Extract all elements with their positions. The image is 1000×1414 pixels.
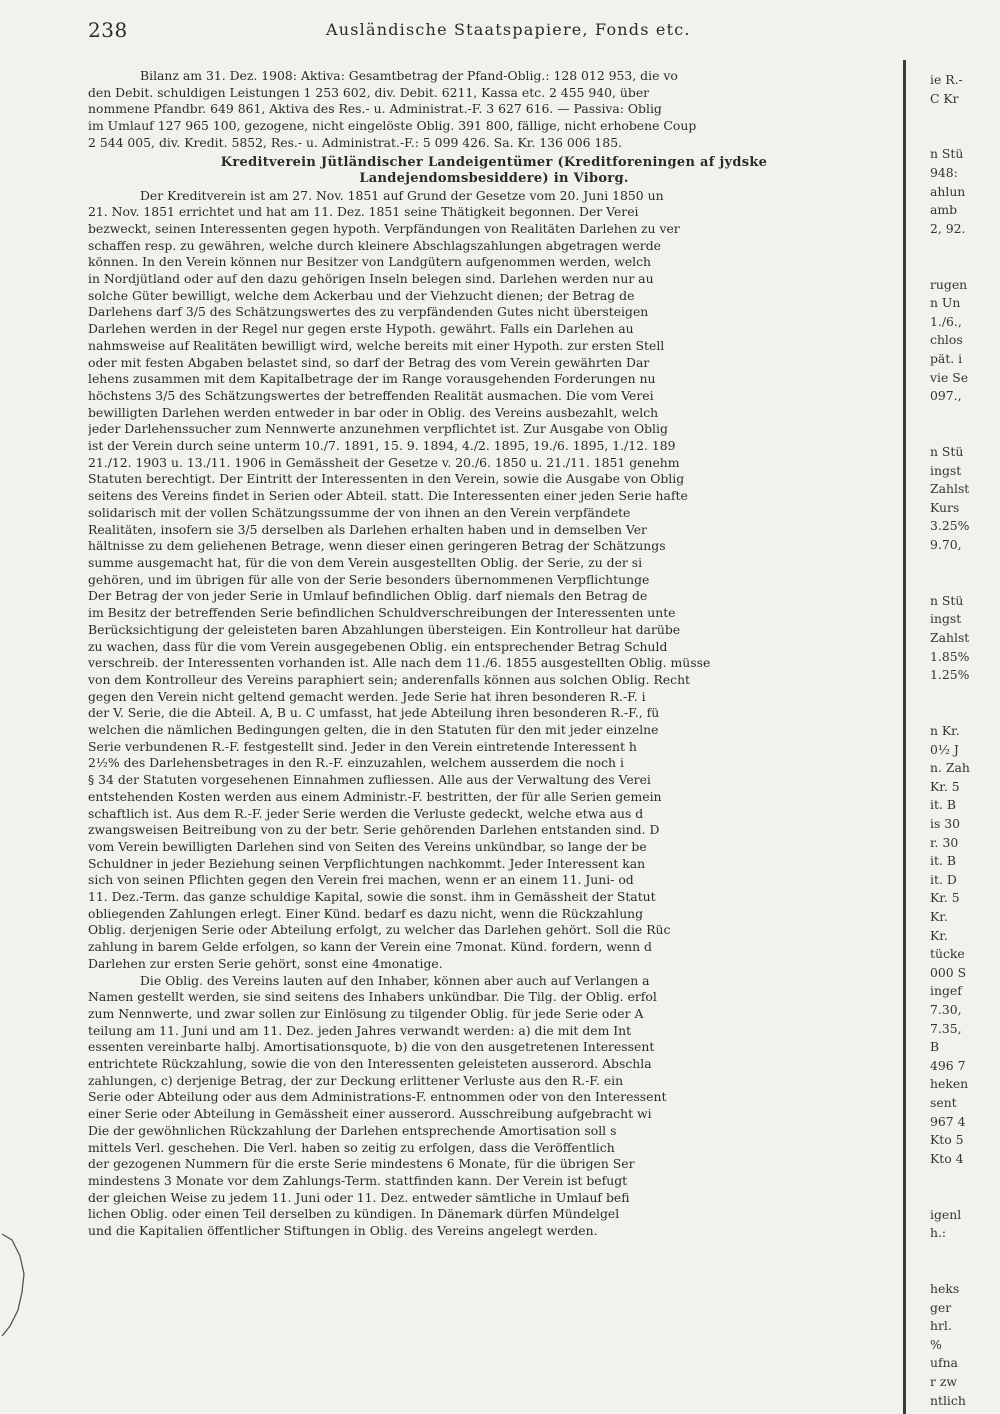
text-line: der gleichen Weise zu jedem 11. Juni oder 11. Dez. entweder sämtliche in Umlauf befi xyxy=(88,1189,630,1205)
adjacent-fragment: Kr. xyxy=(930,927,948,943)
adjacent-fragment: C Kr xyxy=(930,90,959,106)
text-line: Kreditverein Jütländischer Landeigentümer (Kreditforeningen af jydske xyxy=(220,154,768,170)
adjacent-fragment: 9.70, xyxy=(930,537,962,552)
adjacent-fragment: ufna xyxy=(930,1355,958,1371)
adjacent-fragment: ingst xyxy=(930,611,962,627)
adjacent-fragment: Kurs xyxy=(930,499,960,515)
text-line: in Nordjütland oder auf den dazu gehörigen Inseln belegen sind. Darlehen werden nur au xyxy=(88,271,654,287)
text-line: Der Betrag der von jeder Serie in Umlauf befindlichen Oblig. darf niemals den Betrag de xyxy=(88,588,648,604)
text-line: welchen die nämlichen Bedingungen gelten, die in den Statuten für den mit jeder einzelne xyxy=(88,722,659,738)
text-line: höchstens 3/5 des Schätzungswertes der betreffenden Realität ausmachen. Die vom Verei xyxy=(88,387,654,403)
text-line: schaffen resp. zu gewähren, welche durch kleinere Abschlagszahlungen abgetragen werde xyxy=(88,237,661,253)
adjacent-fragment: Kr. 5 xyxy=(930,778,960,794)
text-line: essenten vereinbarte halbj. Amortisationsquote, b) die von den ausgetretenen Interessent xyxy=(88,1039,655,1055)
adjacent-fragment: ie R.- xyxy=(930,72,963,87)
text-line: Statuten berechtigt. Der Eintritt der Interessenten in den Verein, sowie die Ausgabe von Oblig xyxy=(88,471,685,487)
adjacent-fragment: ingst xyxy=(930,462,962,478)
text-line: 21. Nov. 1851 errichtet und hat am 11. Dez. 1851 seine Thätigkeit begonnen. Der Verei xyxy=(88,204,639,220)
adjacent-page-strip xyxy=(920,60,1000,1414)
body-paragraph xyxy=(88,188,900,973)
adjacent-fragment: 1.85% xyxy=(930,648,970,664)
bilanz-paragraph xyxy=(88,68,900,152)
text-line: Darlehen werden in der Regel nur gegen erste Hypoth. gewährt. Falls ein Darlehen au xyxy=(88,321,634,337)
text-line: zahlung in barem Gelde erfolgen, so kann der Verein eine 7monat. Künd. fordern, wenn d xyxy=(88,939,652,955)
adjacent-fragment: 1./6., xyxy=(930,313,962,329)
adjacent-fragment: 000 S xyxy=(930,964,967,980)
adjacent-fragment: 496 7 xyxy=(930,1057,966,1073)
text-line: entrichtete Rückzahlung, sowie die von den Interessenten geleisteten ausserord. Abschla xyxy=(88,1056,652,1072)
text-line: lehens zusammen mit dem Kapitalbetrage der im Range vorausgehenden Forderungen nu xyxy=(88,371,656,387)
adjacent-fragment: 1.25% xyxy=(930,667,970,683)
adjacent-fragment: r zw xyxy=(930,1374,957,1389)
text-line: gehören, und im übrigen für alle von der Serie besonders übernommenen Verpflichtunge xyxy=(88,571,650,587)
text-line: mittels Verl. geschehen. Die Verl. haben so zeitig zu erfolgen, dass die Veröffentlich xyxy=(88,1139,615,1155)
text-line: Darlehen zur ersten Serie gehört, sonst eine 4monatige. xyxy=(88,955,443,971)
text-line: oder mit festen Abgaben belastet sind, so darf der Betrag des vom Verein gewährten Dar xyxy=(88,354,650,370)
adjacent-fragment: 2, 92. xyxy=(930,220,966,236)
text-line: Schuldner in jeder Beziehung seinen Verpflichtungen nachkommt. Jeder Interessent kan xyxy=(88,855,646,871)
body-paragraph xyxy=(88,973,900,1240)
adjacent-fragment: heken xyxy=(930,1076,969,1092)
text-line: entstehenden Kosten werden aus einem Administr.-F. bestritten, der für alle Serien gemein xyxy=(88,788,662,804)
adjacent-fragment: ingef xyxy=(930,983,962,999)
text-line: vom Verein bewilligten Darlehen sind von Seiten des Vereins unkündbar, so lange der be xyxy=(88,838,647,854)
text-line: solidarisch mit der vollen Schätzungssumme der von ihnen an den Verein verpfändete xyxy=(88,504,631,520)
adjacent-fragment: sent xyxy=(930,1095,957,1110)
adjacent-fragment: vie Se xyxy=(930,369,969,385)
adjacent-fragment: n Stü xyxy=(930,444,964,459)
text-line: 21./12. 1903 u. 13./11. 1906 in Gemässheit der Gesetze v. 20./6. 1850 u. 21./11. 1851 genehm xyxy=(88,454,680,470)
adjacent-fragment: pät. i xyxy=(930,351,963,366)
text-line: im Umlauf 127 965 100, gezogene, nicht eingelöste Oblig. 391 800, fällige, nicht erhobene Coup xyxy=(88,118,697,134)
text-line: bewilligten Darlehen werden entweder in bar oder in Oblig. des Vereins ausbezahlt, welch xyxy=(88,404,659,420)
text-line: Bilanz am 31. Dez. 1908: Aktiva: Gesamtbetrag der Pfand-Oblig.: 128 012 953, die vo xyxy=(140,68,678,83)
text-line: der V. Serie, die die Abteil. A, B u. C umfasst, hat jede Abteilung ihren besonderen R.-F., fü xyxy=(88,705,660,721)
text-line: bezweckt, seinen Interessenten gegen hypoth. Verpfändungen von Realitäten Darlehen zu ver xyxy=(88,220,680,236)
adjacent-fragment: n. Zah xyxy=(930,760,970,776)
margin-scribble-mark xyxy=(0,1230,40,1340)
adjacent-fragment: 0½ J xyxy=(930,741,959,757)
text-line: 11. Dez.-Term. das ganze schuldige Kapital, sowie die sonst. ihm in Gemässheit der Statut xyxy=(88,889,656,905)
text-line: Berücksichtigung der geleisteten baren Abzahlungen übersteigen. Ein Kontrolleur hat darübe xyxy=(88,621,681,637)
text-line: nommene Pfandbr. 649 861, Aktiva des Res.- u. Administrat.-F. 3 627 616. — Passiva: Oblig xyxy=(88,101,662,117)
adjacent-fragment: 967 4 xyxy=(930,1113,966,1129)
adjacent-fragment: 948: xyxy=(930,165,958,180)
adjacent-fragment: Kto 5 xyxy=(930,1132,964,1148)
adjacent-fragment: n Stü xyxy=(930,146,964,162)
text-line: gegen den Verein nicht geltend gemacht werden. Jede Serie hat ihren besonderen R.-F. i xyxy=(88,688,646,704)
adjacent-fragment: it. B xyxy=(930,797,956,813)
text-line: summe ausgemacht hat, für die von dem Verein ausgestellten Oblig. der Serie, zu der si xyxy=(88,554,643,570)
text-line: zwangsweisen Beitreibung von zu der betr. Serie gehörenden Darlehen entstanden sind. D xyxy=(88,822,660,838)
text-line: im Besitz der betreffenden Serie befindlichen Schuldverschreibungen der Interessenten unte xyxy=(88,605,676,621)
adjacent-fragment: igenl xyxy=(930,1206,962,1222)
text-line: obliegenden Zahlungen erlegt. Einer Künd. bedarf es dazu nicht, wenn die Rückzahlung xyxy=(88,905,644,921)
main-column xyxy=(88,68,900,1240)
text-line: sich von seinen Pflichten gegen den Verein frei machen, wenn er an einem 11. Juni- od xyxy=(88,872,634,888)
text-line: Serie oder Abteilung oder aus dem Administrations-F. entnommen oder von den Interessent xyxy=(88,1089,667,1105)
text-line: von dem Kontrolleur des Vereins paraphiert sein; anderenfalls können aus solchen Oblig. Recht xyxy=(88,671,691,687)
text-line: zum Nennwerte, und zwar sollen zur Einlösung zu tilgender Oblig. für jede Serie oder A xyxy=(88,1005,644,1021)
text-line: verschreib. der Interessenten vorhanden ist. Alle nach dem 11./6. 1855 ausgestellten Oblig. müsse xyxy=(88,655,711,671)
text-line: Realitäten, insofern sie 3/5 derselben als Darlehen erhalten haben und in demselben Ver xyxy=(88,521,647,537)
text-line: jeder Darlehenssucher zum Nennwerte anzunehmen verpflichtet ist. Zur Ausgabe von Oblig xyxy=(88,421,668,437)
text-line: nahmsweise auf Realitäten bewilligt wird, welche bereits mit einer Hypoth. zur ersten Stell xyxy=(88,337,665,353)
adjacent-fragment: amb xyxy=(930,202,958,218)
text-line: ist der Verein durch seine unterm 10./7. 1891, 15. 9. 1894, 4./2. 1895, 19./6. 1895, 1./12. 189 xyxy=(88,438,676,454)
text-line: den Debit. schuldigen Leistungen 1 253 602, div. Debit. 6211, Kassa etc. 2 455 940, über xyxy=(88,84,650,100)
adjacent-fragment: it. B xyxy=(930,853,956,869)
text-line: Serie verbundenen R.-F. festgestellt sind. Jeder in den Verein eintretende Interessent h xyxy=(88,738,637,754)
adjacent-fragment: Kto 4 xyxy=(930,1150,964,1166)
adjacent-fragment: is 30 xyxy=(930,816,961,831)
adjacent-fragment: 7.35, xyxy=(930,1020,962,1036)
body-text xyxy=(88,188,900,1240)
adjacent-fragment: n Stü xyxy=(930,592,964,608)
text-line: Oblig. derjenigen Serie oder Abteilung erfolgt, zu welcher das Darlehen gehört. Soll die Rüc xyxy=(88,922,671,938)
text-line: 2 544 005, div. Kredit. 5852, Res.- u. Administrat.-F.: 5 099 426. Sa. Kr. 136 006 185. xyxy=(88,134,623,150)
adjacent-fragment: Kr. 5 xyxy=(930,890,960,906)
text-line: zahlungen, c) derjenige Betrag, der zur Deckung erlittener Verluste aus den R.-F. ein xyxy=(88,1072,624,1088)
text-line: § 34 der Statuten vorgesehenen Einnahmen zufliessen. Alle aus der Verwaltung des Verei xyxy=(88,772,651,788)
adjacent-fragment: it. D xyxy=(930,871,957,887)
adjacent-fragment: B xyxy=(930,1039,940,1055)
running-title: Ausländische Staatspapiere, Fonds etc. xyxy=(326,20,691,39)
column-divider xyxy=(903,60,906,1414)
text-line: Landejendomsbesiddere) in Viborg. xyxy=(359,170,629,186)
page-number: 238 xyxy=(88,18,128,42)
text-line: und die Kapitalien öffentlicher Stiftungen in Oblig. des Vereins angelegt werden. xyxy=(88,1223,598,1239)
text-line: Darlehens darf 3/5 des Schätzungswertes des zu verpfändenden Gutes nicht übersteigen xyxy=(88,304,649,320)
text-line: 2½% des Darlehensbetrages in den R.-F. einzuzahlen, welchem ausserdem die noch i xyxy=(88,755,624,771)
adjacent-fragment: h.: xyxy=(930,1225,947,1241)
adjacent-fragment: n Kr. xyxy=(930,723,960,738)
adjacent-fragment: rugen xyxy=(930,276,968,292)
adjacent-fragment: heks xyxy=(930,1281,960,1296)
adjacent-fragment: ger xyxy=(930,1299,952,1315)
text-line: mindestens 3 Monate vor dem Zahlungs-Term. stattfinden kann. Der Verein ist befugt xyxy=(88,1173,628,1188)
adjacent-fragment: 7.30, xyxy=(930,1002,962,1017)
adjacent-fragment: chlos xyxy=(930,332,963,348)
adjacent-fragment: Kr. xyxy=(930,909,948,924)
text-line: Die der gewöhnlichen Rückzahlung der Darlehen entsprechende Amortisation soll s xyxy=(88,1122,617,1138)
text-line: hältnisse zu dem geliehenen Betrage, wenn dieser einen geringeren Betrag der Schätzungs xyxy=(88,538,666,554)
adjacent-fragment: r. 30 xyxy=(930,834,959,850)
adjacent-fragment: Zahlst xyxy=(930,481,970,497)
text-line: Der Kreditverein ist am 27. Nov. 1851 auf Grund der Gesetze vom 20. Juni 1850 un xyxy=(140,187,664,203)
text-line: schaftlich ist. Aus dem R.-F. jeder Serie werden die Verluste gedeckt, welche etwa aus d xyxy=(88,805,644,821)
text-line: seitens des Vereins findet in Serien oder Abteil. statt. Die Interessenten einer jeden Serie hafte xyxy=(88,488,688,504)
adjacent-fragment: hrl. xyxy=(930,1318,952,1334)
text-line: lichen Oblig. oder einen Teil derselben zu kündigen. In Dänemark dürfen Mündelgel xyxy=(88,1206,620,1222)
text-line: der gezogenen Nummern für die erste Serie mindestens 6 Monate, für die übrigen Ser xyxy=(88,1156,635,1172)
page-header xyxy=(88,18,903,48)
adjacent-fragment: % xyxy=(930,1336,942,1352)
adjacent-fragment: 3.25% xyxy=(930,518,970,534)
text-line: Die Oblig. des Vereins lauten auf den Inhaber, können aber auch auf Verlangen a xyxy=(140,972,650,988)
adjacent-fragment: Zahlst xyxy=(930,630,970,645)
text-line: teilung am 11. Juni und am 11. Dez. jeden Jahres verwandt werden: a) die mit dem Int xyxy=(88,1022,632,1038)
text-line: können. In den Verein können nur Besitzer von Landgütern aufgenommen werden, welch xyxy=(88,254,652,270)
section-heading xyxy=(88,155,900,187)
adjacent-fragment: ahlun xyxy=(930,183,966,199)
text-line: Namen gestellt werden, sie sind seitens des Inhabers unkündbar. Die Tilg. der Oblig. erfol xyxy=(88,989,657,1005)
adjacent-fragment: n Un xyxy=(930,295,961,311)
text-line: solche Güter bewilligt, welche dem Ackerbau und der Viehzucht dienen; der Betrag de xyxy=(88,287,635,303)
adjacent-fragment: 097., xyxy=(930,388,962,404)
text-line: einer Serie oder Abteilung in Gemässheit einer ausserord. Ausschreibung aufgebracht wi xyxy=(88,1106,652,1122)
text-line: zu wachen, dass für die vom Verein ausgegebenen Oblig. ein entsprechender Betrag Schuld xyxy=(88,638,668,654)
adjacent-fragment: tücke xyxy=(930,946,965,962)
adjacent-fragment: ntlich xyxy=(930,1392,966,1408)
